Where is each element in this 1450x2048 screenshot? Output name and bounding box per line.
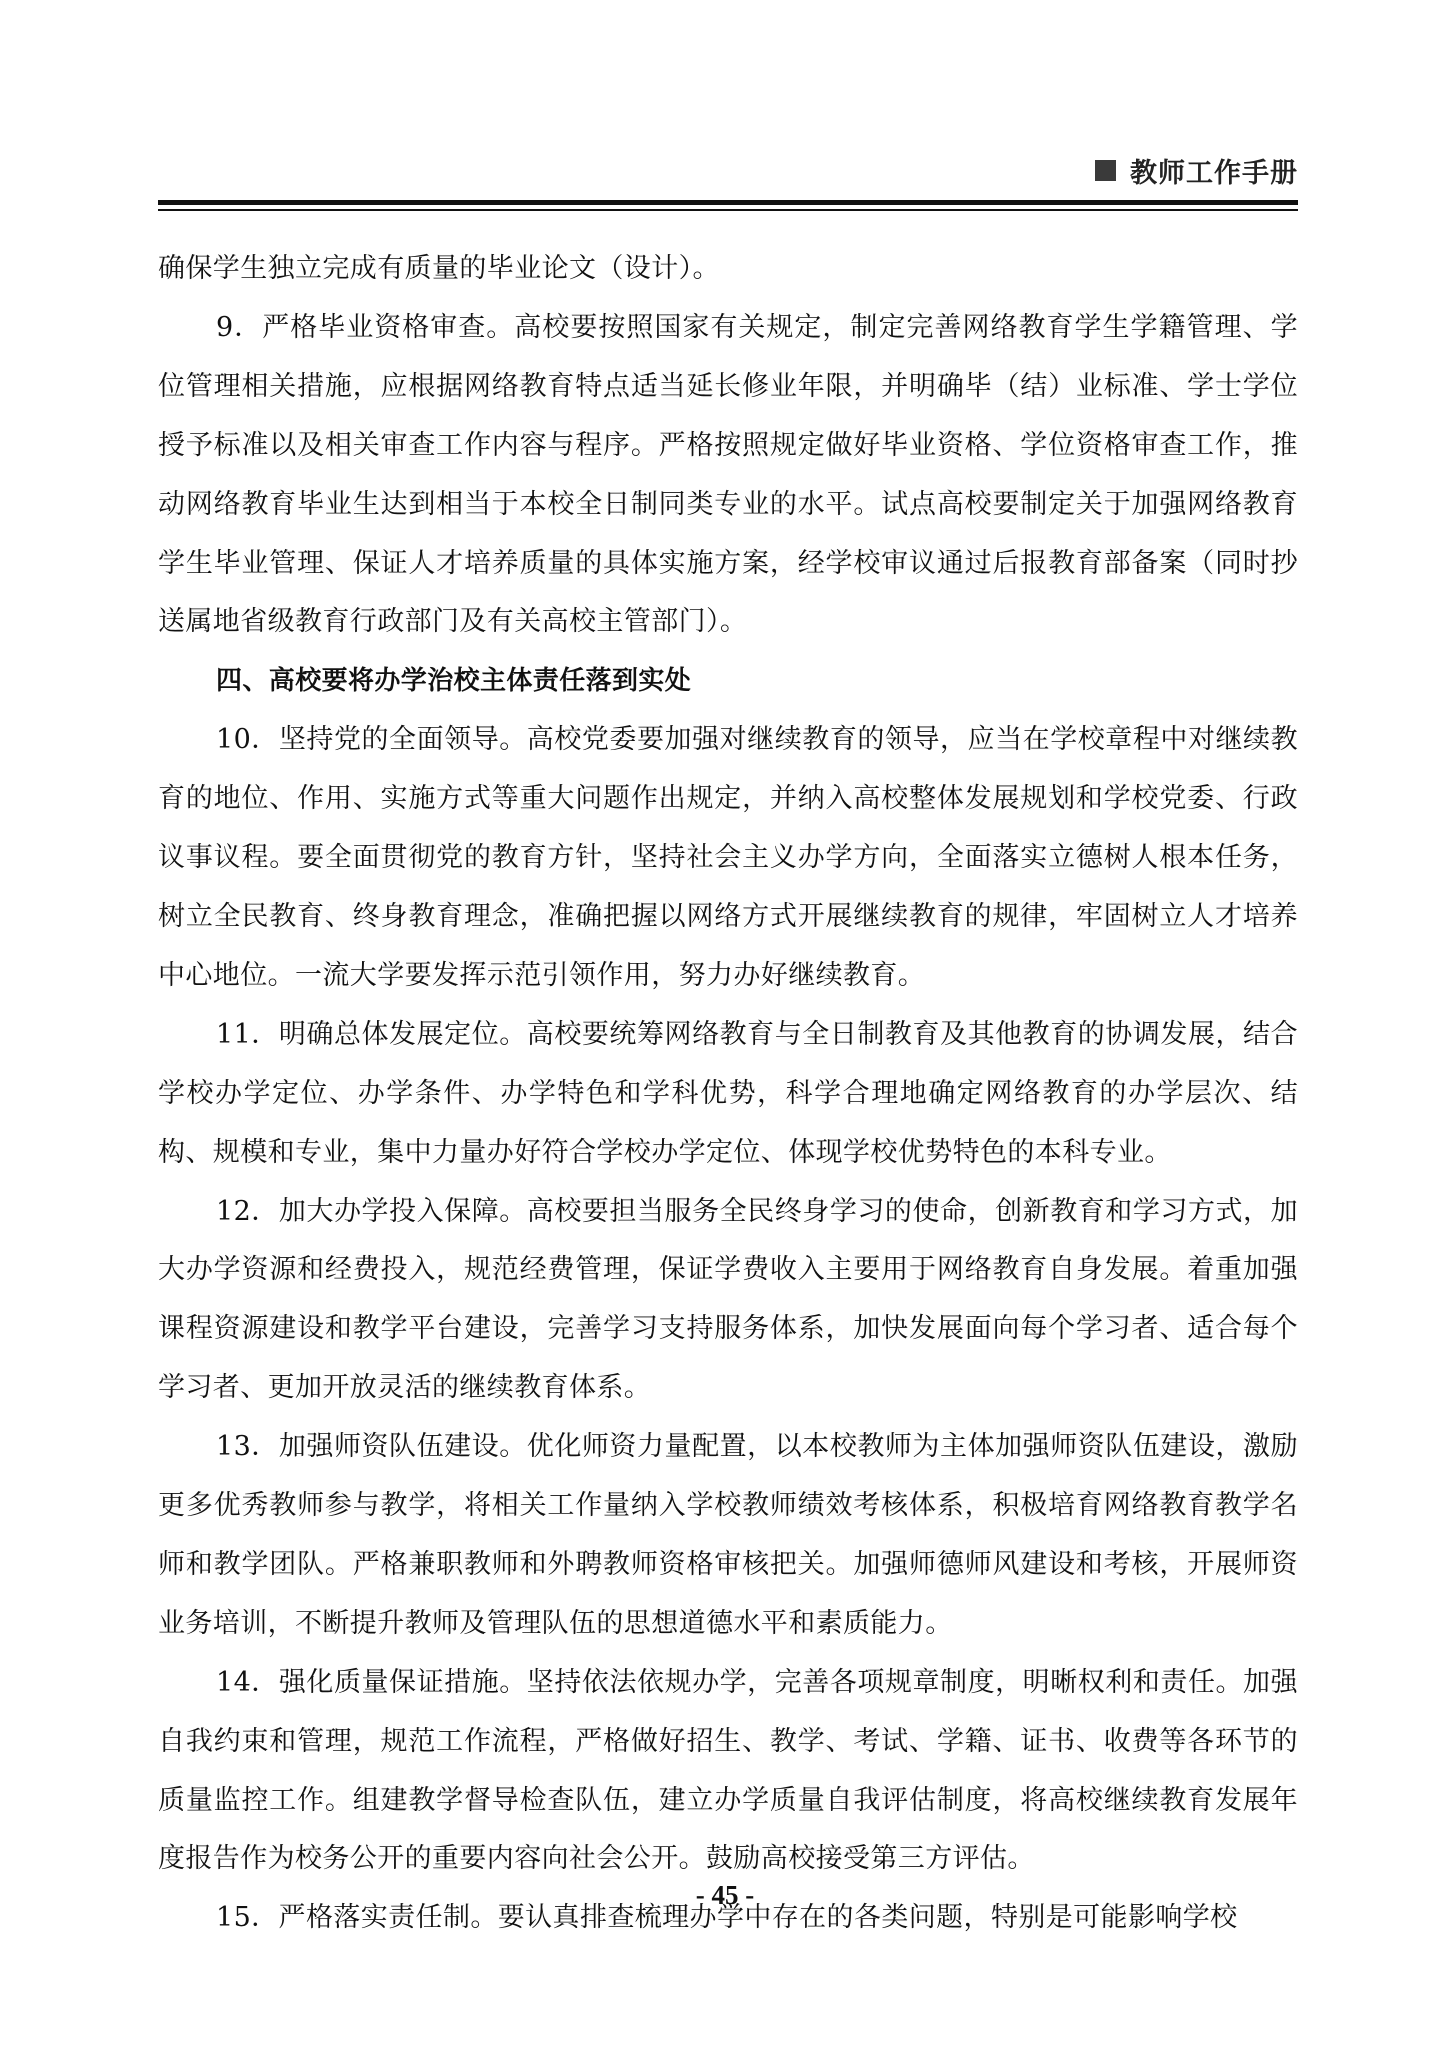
header-title-text: 教师工作手册 xyxy=(1130,157,1298,189)
paragraph-item-15: 15．严格落实责任制。要认真排查梳理办学中存在的各类问题，特别是可能影响学校 xyxy=(216,1902,1238,1934)
page-body xyxy=(158,240,1298,1948)
header-rule-thick xyxy=(158,200,1298,205)
paragraph-item-11: 11．明确总体发展定位。高校要统筹网络教育与全日制教育及其他教育的协调发展，结合学校办学定位、办学条件、办学特色和学科优势，科学合理地确定网络教育的办学层次、结构、规模和专业，集中力量办好符合学校办学定位、体现学校优势特色的本科专业。 xyxy=(158,1018,1298,1168)
square-bullet-icon xyxy=(1095,160,1116,181)
paragraph-item-10: 10．坚持党的全面领导。高校党委要加强对继续教育的领导，应当在学校章程中对继续教育的地位、作用、实施方式等重大问题作出规定，并纳入高校整体发展规划和学校党委、行政议事议程。要全面贯彻党的教育方针，坚持社会主义办学方向，全面落实立德树人根本任务，树立全民教育、终身教育理念，准确把握以网络方式开展继续教育的规律，牢固树立人才培养中心地位。一流大学要发挥示范引领作用，努力办好继续教育。 xyxy=(158,724,1298,991)
paragraph-continuation: 确保学生独立完成有质量的毕业论文（设计）。 xyxy=(158,253,720,284)
header-rule-thin xyxy=(158,209,1298,211)
header-title xyxy=(1095,150,1298,190)
section-heading-4: 四、高校要将办学治校主体责任落到实处 xyxy=(216,666,692,697)
running-header xyxy=(158,150,1298,190)
paragraph-item-13: 13．加强师资队伍建设。优化师资力量配置，以本校教师为主体加强师资队伍建设，激励更多优秀教师参与教学，将相关工作量纳入学校教师绩效考核体系，积极培育网络教育教学名师和教学团队。严格兼职教师和外聘教师资格审核把关。加强师德师风建设和考核，开展师资业务培训，不断提升教师及管理队伍的思想道德水平和素质能力。 xyxy=(158,1431,1298,1639)
paragraph-item-9: 9．严格毕业资格审查。高校要按照国家有关规定，制定完善网络教育学生学籍管理、学位管理相关措施，应根据网络教育特点适当延长修业年限，并明确毕（结）业标准、学士学位授予标准以及相关审查工作内容与程序。严格按照规定做好毕业资格、学位资格审查工作，推动网络教育毕业生达到相当于本校全日制同类专业的水平。试点高校要制定关于加强网络教育学生毕业管理、保证人才培养质量的具体实施方案，经学校审议通过后报教育部备案（同时抄送属地省级教育行政部门及有关高校主管部门）。 xyxy=(158,311,1298,638)
paragraph-item-12: 12．加大办学投入保障。高校要担当服务全民终身学习的使命，创新教育和学习方式，加大办学资源和经费投入，规范经费管理，保证学费收入主要用于网络教育自身发展。着重加强课程资源建设和教学平台建设，完善学习支持服务体系，加快发展面向每个学习者、适合每个学习者、更加开放灵活的继续教育体系。 xyxy=(158,1195,1298,1404)
paragraph-item-14: 14．强化质量保证措施。坚持依法依规办学，完善各项规章制度，明晰权利和责任。加强自我约束和管理，规范工作流程，严格做好招生、教学、考试、学籍、证书、收费等各环节的质量监控工作。组建教学督导检查队伍，建立办学质量自我评估制度，将高校继续教育发展年度报告作为校务公开的重要内容向社会公开。鼓励高校接受第三方评估。 xyxy=(158,1666,1298,1875)
page-number: - 45 - xyxy=(695,1880,755,1910)
